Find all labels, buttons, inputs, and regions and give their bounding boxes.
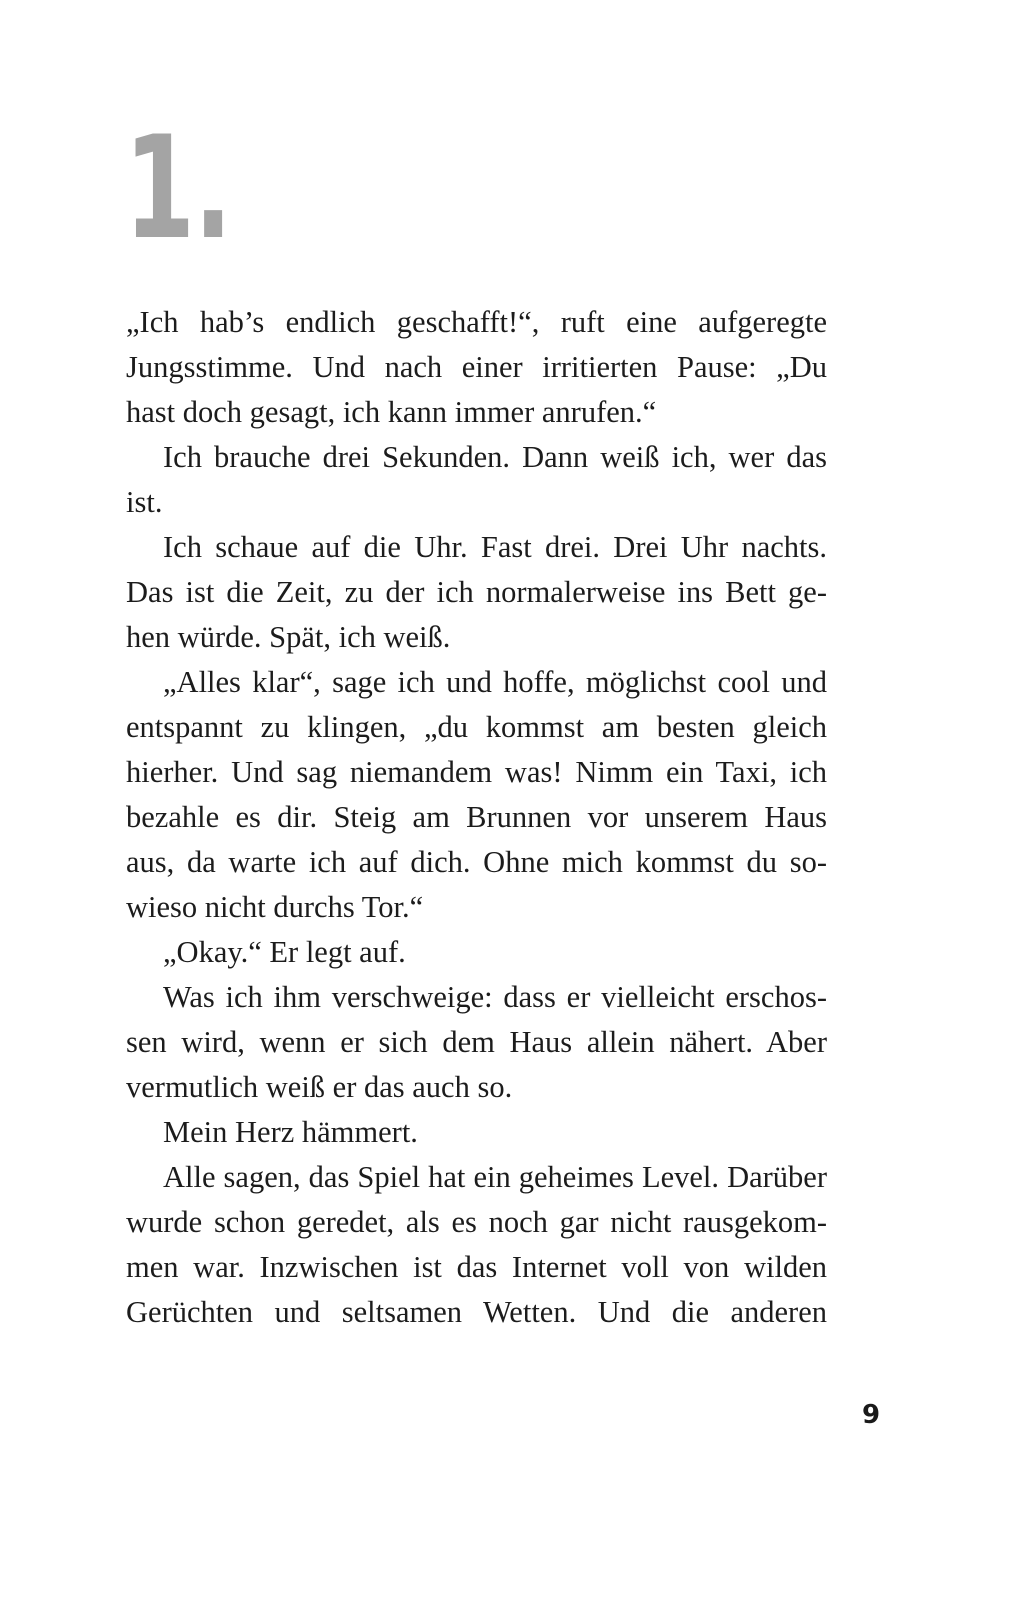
text-line: „Alles klar“, sage ich und hoffe, möglichst cool und [163,665,827,699]
chapter-number: 1. [124,106,232,271]
body-text [126,300,827,1335]
text-line: men war. Inzwischen ist das Internet voll von wilden [126,1250,827,1284]
text-line: hierher. Und sag niemandem was! Nimm ein Taxi, ich [126,755,827,789]
text-line: wieso nicht durchs Tor.“ [126,890,424,924]
paragraph [126,660,827,930]
text-line: aus, da warte ich auf dich. Ohne mich kommst du so- [126,845,827,879]
text-line: entspannt zu klingen, „du kommst am besten gleich [126,710,827,744]
text-line: Was ich ihm verschweige: dass er vielleicht erschos- [163,980,827,1014]
page-number: 9 [862,1400,881,1430]
text-line: hast doch gesagt, ich kann immer anrufen.“ [126,395,657,429]
text-line: „Ich hab’s endlich geschafft!“, ruft eine aufgeregte [126,305,827,339]
text-line: ist. [126,485,163,519]
paragraph [126,1110,827,1155]
text-line: Mein Herz hämmert. [163,1115,418,1149]
text-line: sen wird, wenn er sich dem Haus allein nähert. Aber [126,1025,827,1059]
text-line: wurde schon geredet, als es noch gar nicht rausgekom- [126,1205,827,1239]
text-line: Das ist die Zeit, zu der ich normalerweise ins Bett ge- [126,575,827,609]
text-line: Jungsstimme. Und nach einer irritierten Pause: „Du [126,350,827,384]
text-line: „Okay.“ Er legt auf. [163,935,406,969]
text-line: Gerüchten und seltsamen Wetten. Und die anderen [126,1295,827,1329]
paragraph [126,525,827,660]
text-line: vermutlich weiß er das auch so. [126,1070,513,1104]
paragraph [126,435,827,525]
text-line: Ich brauche drei Sekunden. Dann weiß ich, wer das [163,440,827,474]
paragraph [126,975,827,1110]
text-line: Ich schaue auf die Uhr. Fast drei. Drei Uhr nachts. [163,530,827,564]
text-line: bezahle es dir. Steig am Brunnen vor unserem Haus [126,800,827,834]
text-line: Alle sagen, das Spiel hat ein geheimes Level. Darüber [163,1160,827,1194]
paragraph [126,300,827,435]
paragraph [126,930,827,975]
paragraph [126,1155,827,1335]
text-line: hen würde. Spät, ich weiß. [126,620,451,654]
